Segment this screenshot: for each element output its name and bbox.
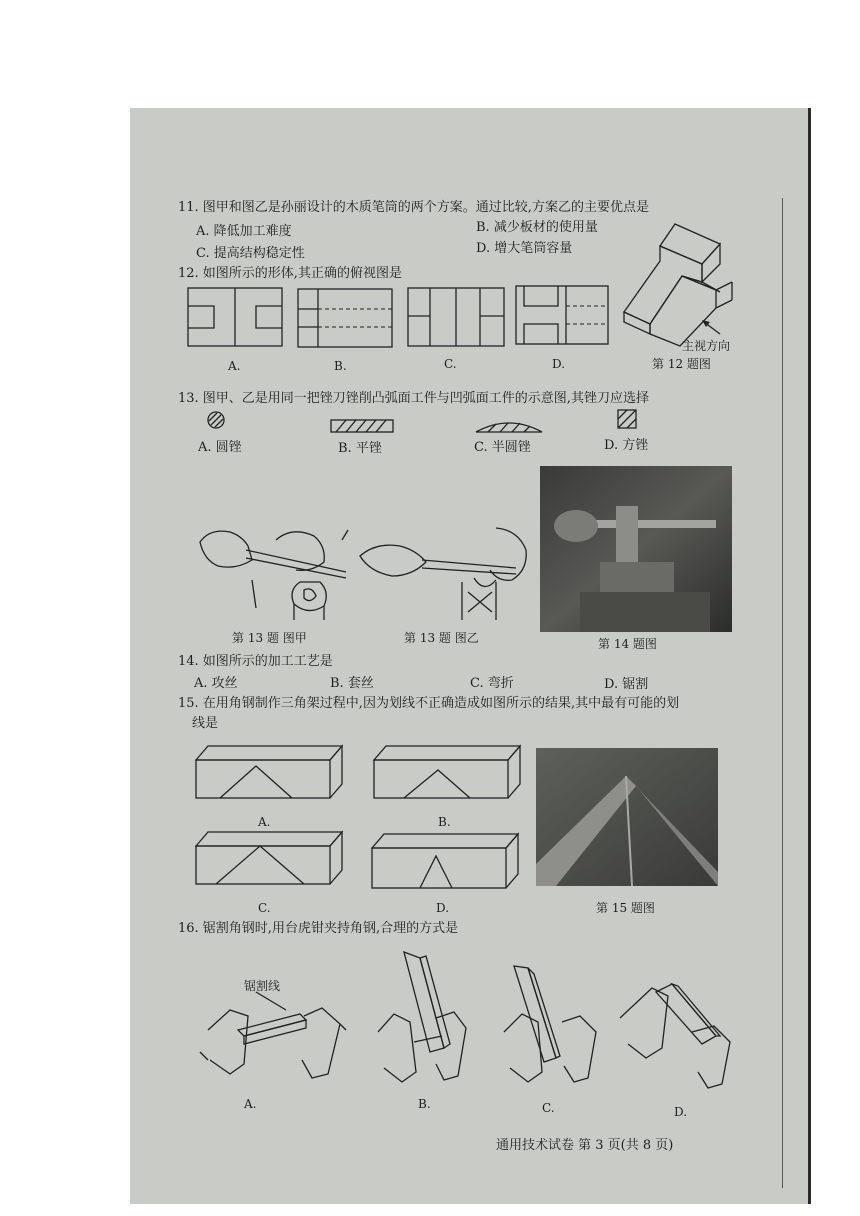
- round-file-section-icon: [206, 410, 226, 430]
- q15-caption: 第 15 题图: [596, 901, 655, 915]
- q15-angle-steel-c: [196, 830, 346, 890]
- margin-line: [782, 198, 783, 1188]
- q15-stem-line1: 15. 在用角钢制作三角架过程中,因为划线不正确造成如图所示的结果,其中最有可能的划: [178, 696, 680, 711]
- q12-label-b: B.: [334, 359, 347, 373]
- q13-stem: 13. 图甲、乙是用同一把锉刀锉削凸弧面工件与凹弧面工件的示意图,其锉刀应选择: [178, 391, 649, 406]
- q13-option-c: C. 半圆锉: [474, 440, 531, 455]
- q16-vise-b: [374, 952, 470, 1092]
- q13-caption-a: 第 13 题 图甲: [232, 631, 307, 645]
- q11-option-a: A. 降低加工难度: [196, 224, 292, 239]
- view-direction-arrow-icon: [700, 318, 730, 338]
- q12-view-a: [188, 288, 288, 348]
- q12-view-b: [298, 289, 398, 349]
- q13-option-a: A. 圆锉: [198, 440, 242, 455]
- q14-option-c: C. 弯折: [470, 676, 514, 691]
- q16-label-c: C.: [542, 1101, 555, 1115]
- q16-label-a: A.: [244, 1097, 257, 1111]
- q15-label-c: C.: [258, 901, 271, 915]
- q12-label-d: D.: [552, 357, 566, 371]
- q11-option-d: D. 增大笔筒容量: [476, 241, 573, 256]
- q16-label-d: D.: [674, 1105, 688, 1119]
- q15-angle-steel-b: [374, 744, 524, 804]
- q15-stem-line2: 线是: [192, 716, 219, 731]
- q12-arrow-label: 主视方向: [682, 339, 731, 353]
- q11-stem: 11. 图甲和图乙是孙丽设计的木质笔筒的两个方案。通过比较,方案乙的主要优点是: [178, 200, 649, 215]
- q14-photo: [540, 466, 732, 632]
- q16-vise-a: [200, 990, 346, 1090]
- q13-option-b: B. 平锉: [338, 441, 382, 456]
- q13-caption-b: 第 13 题 图乙: [404, 631, 479, 645]
- q14-option-b: B. 套丝: [330, 676, 374, 691]
- q14-stem: 14. 如图所示的加工工艺是: [178, 654, 333, 669]
- q16-vise-d: [618, 978, 734, 1088]
- q16-label-b: B.: [418, 1097, 431, 1111]
- half-round-file-section-icon: [474, 418, 544, 434]
- q14-option-d: D. 锯割: [604, 677, 649, 692]
- flat-file-section-icon: [330, 419, 394, 433]
- page-footer: 通用技术试卷 第 3 页(共 8 页): [496, 1138, 674, 1153]
- q15-label-d: D.: [436, 901, 450, 915]
- q13-option-d: D. 方锉: [604, 438, 649, 453]
- q15-label-a: A.: [258, 815, 271, 829]
- q16-stem: 16. 锯割角钢时,用台虎钳夹持角钢,合理的方式是: [178, 921, 459, 936]
- q12-stem: 12. 如图所示的形体,其正确的俯视图是: [178, 266, 402, 281]
- q16-saw-line-label: 锯割线: [244, 979, 281, 993]
- q12-caption: 第 12 题图: [652, 357, 711, 371]
- q14-caption: 第 14 题图: [598, 637, 657, 651]
- q11-option-b: B. 减少板材的使用量: [476, 220, 598, 235]
- q15-label-b: B.: [438, 815, 451, 829]
- q15-angle-steel-d: [372, 832, 522, 894]
- q11-option-c: C. 提高结构稳定性: [196, 246, 305, 261]
- q13-figure-b-concave-filing: [356, 520, 532, 624]
- q16-vise-c: [502, 966, 602, 1092]
- q12-view-c: [408, 288, 508, 348]
- square-file-section-icon: [617, 409, 637, 429]
- q12-label-a: A.: [228, 359, 241, 373]
- q13-figure-a-convex-filing: [196, 520, 356, 624]
- q15-angle-steel-a: [196, 744, 346, 804]
- q12-label-c: C.: [444, 357, 457, 371]
- q12-view-d: [516, 286, 616, 346]
- q15-photo: [536, 748, 718, 886]
- q14-option-a: A. 攻丝: [194, 676, 238, 691]
